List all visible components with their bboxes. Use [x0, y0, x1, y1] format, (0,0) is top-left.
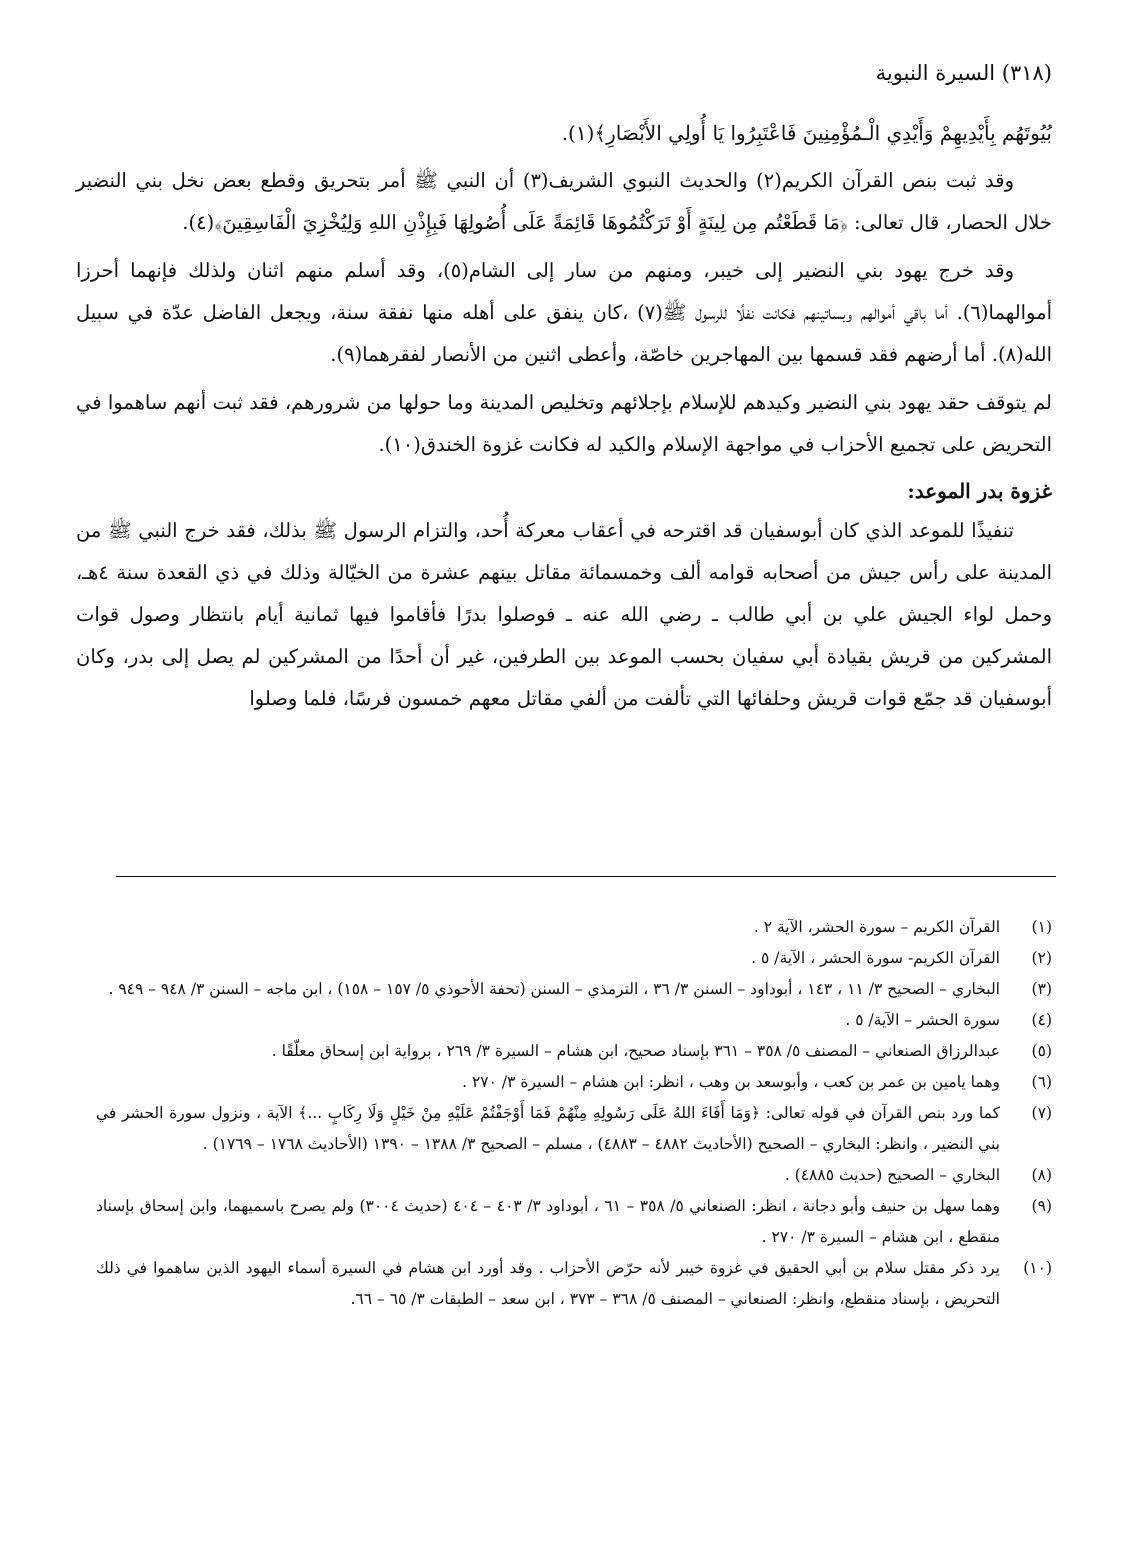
footnote-number: (٥): [1031, 1042, 1052, 1060]
main-text: [76, 112, 1052, 726]
footnote-number: (٩): [1031, 1197, 1052, 1215]
footnote-number: (٦): [1031, 1073, 1052, 1091]
section-heading: غزوة بدر الموعد:: [907, 479, 1052, 503]
paragraph-2: وقد خرج يهود بني النضير إلى خيبر، ومنهم من سار إلى الشام(٥)، وقد أسلم منهم اثنان ولذلك فإنهما أحرزا أموالهما(٦). أما باقي أموالهم وبساتينهم فكانت نفلًا للرسول ﷺ(٧) ،كان ينفق على أهله منها نفقة سنة، ويجعل الفاضل عدّة في سبيل الله(٨). أما أرضهم فقد قسمها بين المهاجرين خاصّة، وأعطى اثنين من الأنصار لفقرهما(٩).: [76, 259, 1052, 366]
footnote: [96, 1160, 1052, 1191]
footnote-text: كما ورد بنص القرآن في قوله تعالى: ﴿وَمَا أَفَاءَ اللهُ عَلَى رَسُولِهِ مِنْهُمْ فَمَا أَوْجَفْتُمْ عَلَيْهِ مِنْ خَيْلٍ وَلَا رِكَابٍ ...﴾ الآية ، ونزول سورة الحشر في بني النضير ، وانظر: البخاري – الصحيح (الأحاديث ٤٨٨٢ – ٤٨٨٣) ، مسلم – الصحيح ٣/ ١٣٨٨ – ١٣٩٠ (الأحاديث ١٧٦٨ – ١٧٦٩) .: [96, 1104, 1000, 1153]
paragraph-1: وقد ثبت بنص القرآن الكريم(٢) والحديث النبوي الشريف(٣) أن النبي ﷺ أمر بتحريق وقطع بعض نخل بني النضير خلال الحصار، قال تعالى: ﴿مَا قَطَعْتُم مِن لِينَةٍ أَوْ تَرَكْتُمُوهَا قَائِمَةً عَلَى أُصُولِهَا فَبِإِذْنِ اللهِ وَلِيُخْزِيَ الْفَاسِقِينَ﴾(٤).: [76, 169, 1052, 234]
footnote: [96, 912, 1052, 943]
footnote: [96, 1253, 1052, 1315]
footnote-number: (٣): [1031, 980, 1052, 998]
footnote: [96, 1005, 1052, 1036]
footnote: [96, 1036, 1052, 1067]
footnote: [96, 974, 1052, 1005]
paragraph-3: لم يتوقف حقد يهود بني النضير وكيدهم للإسلام بإجلائهم وتخليص المدينة وما حولها من شرورهم، فقد ثبت أنهم ساهموا في التحريض على تجميع الأحزاب في مواجهة الإسلام والكيد له فكانت غزوة الخندق(١٠).: [76, 391, 1052, 456]
footnote-text: عبدالرزاق الصنعاني – المصنف ٥/ ٣٥٨ – ٣٦١ بإسناد صحيح، ابن هشام – السيرة ٣/ ٢٦٩ ، برواية ابن إسحاق معلّقًا .: [271, 1042, 1000, 1060]
footnote-text: وهما يامين بن عمر بن كعب ، وأبوسعد بن وهب ، انظر: ابن هشام – السيرة ٣/ ٢٧٠ .: [462, 1073, 1000, 1091]
footnote-number: (١): [1031, 918, 1052, 936]
footnote-text: البخاري – الصحيح (حديث ٤٨٨٥) .: [784, 1166, 1000, 1184]
footnote-number: (٢): [1031, 949, 1052, 967]
footnote-number: (٤): [1031, 1011, 1052, 1029]
footnote: [96, 943, 1052, 974]
footnote: [96, 1067, 1052, 1098]
footnote-text: القرآن الكريم- سورة الحشر ، الآية/ ٥ .: [751, 949, 1000, 967]
footnote-text: سورة الحشر – الآية/ ٥ .: [845, 1011, 1000, 1029]
footnote: [96, 1098, 1052, 1160]
paragraph-4: تنفيذًا للموعد الذي كان أبوسفيان قد اقترحه في أعقاب معركة أُحد، والتزام الرسول ﷺ بذلك، فقد خرج النبي ﷺ من المدينة على رأس جيش من أصحابه قوامه ألف وخمسمائة مقاتل بينهم عشرة من الخيّالة وذلك في ذي القعدة سنة ٤هـ، وحمل لواء الجيش علي بن أبي طالب ـ رضي الله عنه ـ فوصلوا بدرًا فأقاموا فيها ثمانية أيام بانتظار وصول قوات المشركين من قريش بقيادة أبي سفيان بحسب الموعد بين الطرفين، غير أن أحدًا من المشركين لم يصل إلى بدر، وكان أبوسفيان قد جمّع قوات قريش وحلفائها التي تألفت من ألفي مقاتل معهم خمسون فرسًا، فلما وصلوا: [76, 519, 1052, 710]
footnote-number: (١٠): [1023, 1259, 1052, 1277]
footnote-number: (٨): [1031, 1166, 1052, 1184]
footnote-text: البخاري – الصحيح ٣/ ١١ ، ١٤٣ ، أبوداود – السنن ٣/ ٣٦ ، الترمذي – السنن (تحفة الأحوذي ٥/ ١٥٧ – ١٥٨) ، ابن ماجه – السنن ٣/ ٩٤٨ – ٩٤٩ .: [108, 980, 1000, 998]
running-title: (٣١٨) السيرة النبوية: [875, 61, 1052, 85]
footnote: [96, 1191, 1052, 1253]
footnote-divider: [116, 876, 1056, 877]
footnotes: [96, 912, 1052, 1315]
footnote-text: وهما سهل بن حنيف وأبو دجانة ، انظر: الصنعاني ٥/ ٣٥٨ – ٦١ ، أبوداود ٣/ ٤٠٣ – ٤٠٤ (حديث ٣٠٠٤) ولم يصرح باسميهما، وابن إسحاق بإسناد منقطع ، ابن هشام – السيرة ٣/ ٢٧٠ .: [96, 1197, 1000, 1246]
footnote-text: يرد ذكر مقتل سلام بن أبي الحقيق في غزوة خيبر لأنه حرّض الأحزاب . وقد أورد ابن هشام في السيرة أسماء اليهود الذين ساهموا في ذلك التحريض ، بإسناد منقطع، وانظر: الصنعاني – المصنف ٥/ ٣٦٨ – ٣٧٣ ، ابن سعد – الطبقات ٣/ ٦٥ – ٦٦.: [96, 1259, 1000, 1308]
footnote-text: القرآن الكريم – سورة الحشر، الآية ٢ .: [753, 918, 1000, 936]
footnote-number: (٧): [1031, 1104, 1052, 1122]
quran-verse-continuation: بُيُوتَهُم بِأَيْدِيهِمْ وَأَيْدِي الْـمُؤْمِنِينَ فَاعْتَبِرُوا يَا أُولِي الأَبْصَارِ﴾(١).: [561, 121, 1052, 145]
